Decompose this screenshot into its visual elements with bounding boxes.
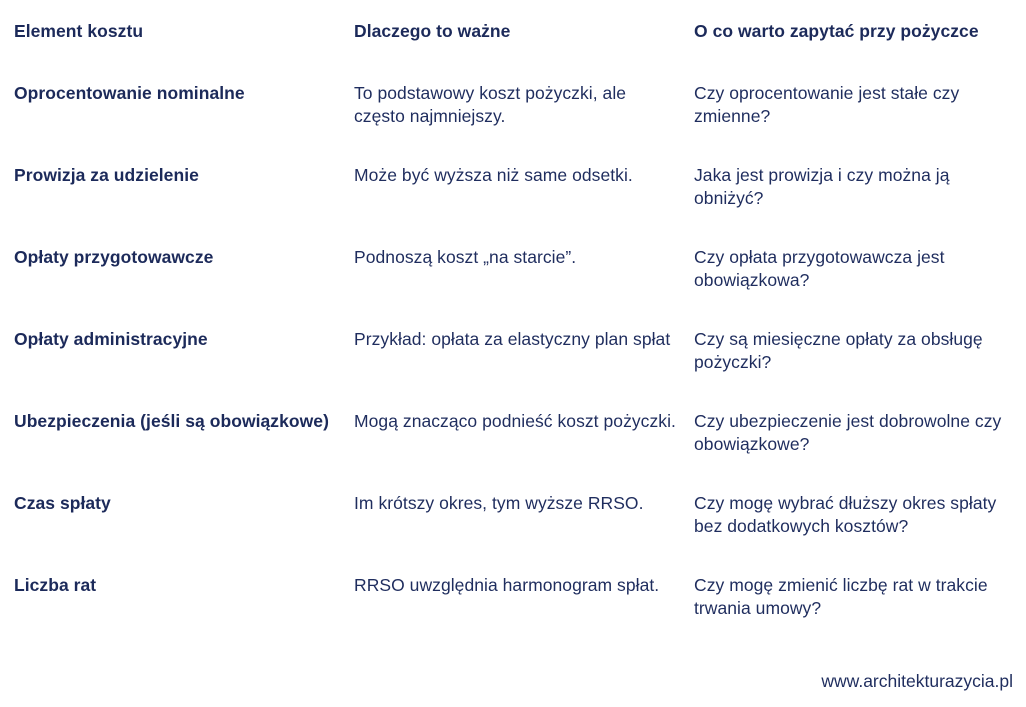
cost-element-cell: Prowizja za udzielenie [14, 165, 199, 185]
why-important-cell: Im krótszy okres, tym wyższe RRSO. [354, 493, 644, 513]
cost-element-cell: Ubezpieczenia (jeśli są obowiązkowe) [14, 411, 329, 431]
why-important-cell: Podnoszą koszt „na starcie”. [354, 247, 577, 267]
question-cell: Czy ubezpieczenie jest dobrowolne czy obowiązkowe? [694, 411, 1002, 454]
table-row [14, 328, 1024, 410]
why-important-cell: RRSO uwzględnia harmonogram spłat. [354, 575, 660, 595]
footer-website-url: www.architekturazycia.pl [821, 671, 1013, 691]
cost-element-cell: Liczba rat [14, 575, 97, 595]
table-row [14, 574, 1024, 656]
question-cell: Czy mogę zmienić liczbę rat w trakcie trwania umowy? [694, 575, 988, 618]
question-cell: Czy są miesięczne opłaty za obsługę pożyczki? [694, 329, 983, 372]
table-row [14, 82, 1024, 164]
why-important-cell: Przykład: opłata za elastyczny plan spłat [354, 329, 671, 349]
question-cell: Czy oprocentowanie jest stałe czy zmienne? [694, 83, 960, 126]
column-header-ask: O co warto zapytać przy pożyczce [694, 21, 979, 41]
cost-table [14, 0, 1024, 656]
why-important-cell: To podstawowy koszt pożyczki, ale często najmniejszy. [354, 83, 627, 126]
question-cell: Jaka jest prowizja i czy można ją obniżyć? [694, 165, 950, 208]
question-cell: Czy opłata przygotowawcza jest obowiązkowa? [694, 247, 945, 290]
question-cell: Czy mogę wybrać dłuższy okres spłaty bez dodatkowych kosztów? [694, 493, 997, 536]
cost-element-cell: Oprocentowanie nominalne [14, 83, 245, 103]
cost-element-cell: Czas spłaty [14, 493, 111, 513]
why-important-cell: Mogą znacząco podnieść koszt pożyczki. [354, 411, 676, 431]
cost-element-cell: Opłaty przygotowawcze [14, 247, 214, 267]
table-row [14, 164, 1024, 246]
table-header-row [14, 0, 1024, 82]
why-important-cell: Może być wyższa niż same odsetki. [354, 165, 633, 185]
cost-element-cell: Opłaty administracyjne [14, 329, 208, 349]
table-row [14, 410, 1024, 492]
table-row [14, 246, 1024, 328]
column-header-why: Dlaczego to ważne [354, 21, 511, 41]
column-header-element: Element kosztu [14, 21, 144, 41]
table-row [14, 492, 1024, 574]
